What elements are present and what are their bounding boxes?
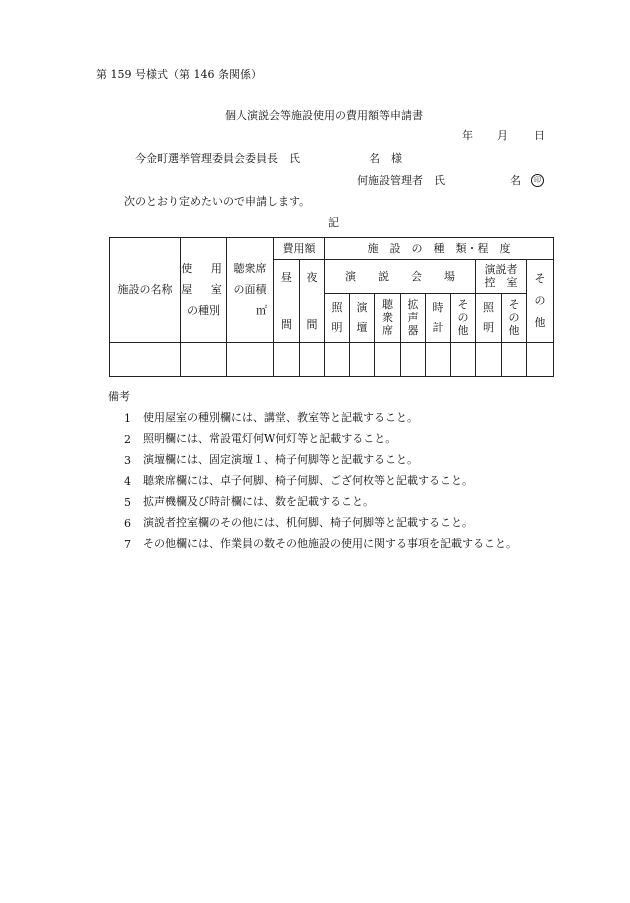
facility-name-cell[interactable] <box>110 342 181 376</box>
applicant-name-label: 名 <box>510 174 521 187</box>
document-title: 個人演説会等施設使用の費用額等申請書 <box>225 109 423 122</box>
room-lighting-cell[interactable] <box>476 342 502 376</box>
room-other-cell[interactable] <box>502 342 527 376</box>
application-table <box>109 237 554 377</box>
hall-area-line1: 聴衆席 <box>233 262 267 276</box>
night-label: 夜 <box>306 270 318 284</box>
room-lighting-header: 照明 <box>476 294 502 343</box>
form-number: 第 159 号様式（第 146 条関係） <box>96 68 262 81</box>
other-header: その他 <box>451 294 476 343</box>
notes-title: 備考 <box>108 390 130 403</box>
note-number: 7 <box>124 538 131 551</box>
note-text: 演説者控室欄のその他には、机何脚、椅子何脚等と記載すること。 <box>143 516 473 529</box>
note-number: 2 <box>124 433 131 446</box>
room-type-header <box>181 238 227 343</box>
room-other-header: その他 <box>502 294 527 343</box>
note-text: 聴衆席欄には、卓子何脚、椅子何脚、ござ何枚等と記載すること。 <box>143 474 473 487</box>
facility-name-header: 施設の名称 <box>110 238 181 343</box>
facility-type-header: 施 設 の 種 類・程 度 <box>325 238 554 260</box>
speaker-device-cell[interactable] <box>401 342 426 376</box>
note-number: 6 <box>124 517 131 530</box>
request-text: 次のとおり定めたいので申請します。 <box>124 195 311 208</box>
other-right-header: その他 <box>527 259 554 342</box>
note-text: 拡声機欄及び時計欄には、数を記載すること。 <box>143 495 374 508</box>
note-text: 使用屋室の種別欄には、講堂、教室等と記載すること。 <box>143 411 418 424</box>
hall-area-line2: の面積 <box>233 283 267 297</box>
day-cost-cell[interactable] <box>274 342 300 376</box>
hall-area-cell[interactable] <box>227 342 274 376</box>
hall-area-unit: ㎡ <box>256 304 267 318</box>
night-cost-cell[interactable] <box>300 342 325 376</box>
date-day-label: 日 <box>534 129 545 142</box>
clock-cell[interactable] <box>426 342 451 376</box>
note-text: 照明欄には、常設電灯何W何灯等と記載すること。 <box>143 432 397 445</box>
ki-label: 記 <box>328 216 339 229</box>
podium-cell[interactable] <box>350 342 375 376</box>
room-type-cell[interactable] <box>181 342 227 376</box>
day-label-2: 間 <box>281 317 292 331</box>
audience-cell[interactable] <box>375 342 401 376</box>
speaker-device-header: 拡声器 <box>401 294 426 343</box>
room-type-line3: の種別 <box>187 304 220 318</box>
clock-header: 時計 <box>426 294 451 343</box>
other-cell[interactable] <box>451 342 476 376</box>
speech-hall-header: 演 説 会 場 <box>325 259 476 293</box>
podium-header: 演壇 <box>350 294 375 343</box>
night-header <box>300 259 325 342</box>
day-header <box>274 259 300 342</box>
room-type-line2: 屋 室 <box>181 283 226 297</box>
addressee-name-label: 名 様 <box>369 152 402 165</box>
room-type-line1: 使 用 <box>181 262 226 276</box>
seal-mark: 印 <box>531 174 544 187</box>
night-label-2: 間 <box>306 317 318 331</box>
hall-area-header <box>227 238 274 343</box>
table-row <box>110 342 554 376</box>
note-number: 3 <box>124 454 131 467</box>
lighting-header: 照明 <box>325 294 350 343</box>
note-text: その他欄には、作業員の数その他施設の使用に関する事項を記載すること。 <box>143 537 517 550</box>
note-number: 4 <box>124 475 131 488</box>
note-text: 演壇欄には、固定演壇１、椅子何脚等と記載すること。 <box>143 453 418 466</box>
date-year-label: 年 <box>462 129 473 142</box>
lighting-cell[interactable] <box>325 342 350 376</box>
day-label: 昼 <box>281 270 292 284</box>
note-number: 5 <box>124 496 131 509</box>
cost-header: 費用額 <box>274 238 325 260</box>
audience-header: 聴衆席 <box>375 294 401 343</box>
note-number: 1 <box>124 412 131 425</box>
addressee: 今金町選挙管理委員会委員長 氏 <box>135 152 300 165</box>
date-month-label: 月 <box>497 129 508 142</box>
speaker-room-header: 演説者控 室 <box>476 259 527 293</box>
other-right-cell[interactable] <box>527 342 554 376</box>
applicant: 何施設管理者 氏 <box>357 174 445 187</box>
